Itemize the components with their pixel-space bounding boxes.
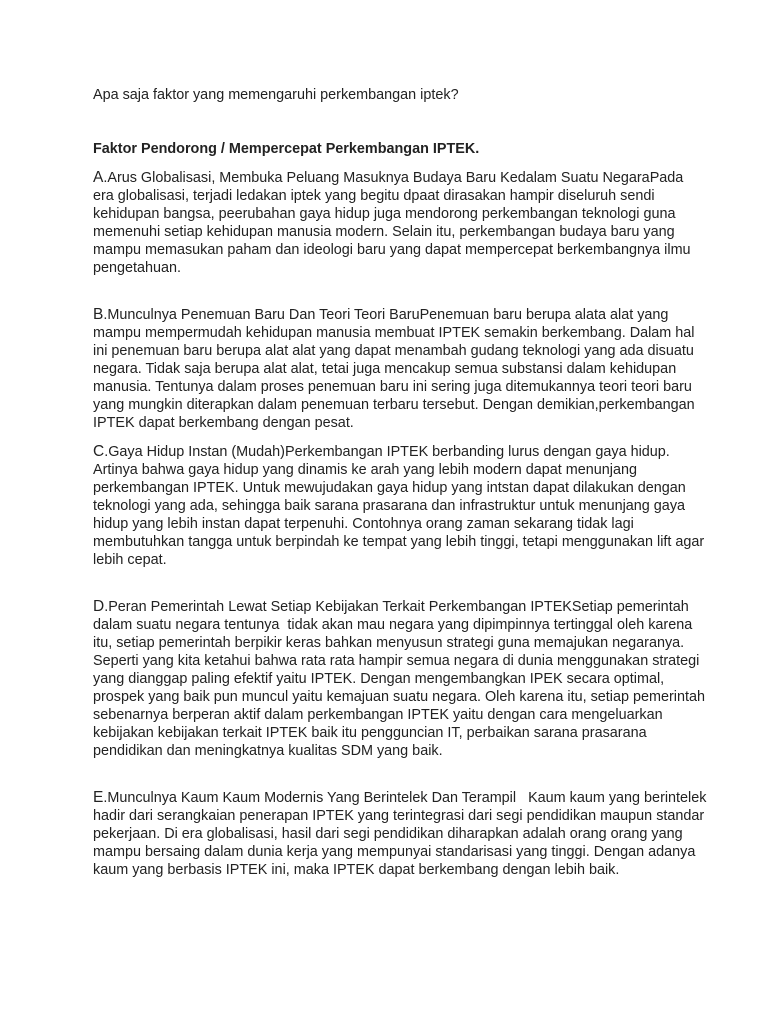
factor-letter: C (93, 443, 105, 460)
factor-letter: E (93, 789, 104, 806)
factor-paragraph-a (93, 169, 708, 277)
factor-paragraph-b (93, 306, 708, 432)
factor-letter: B (93, 306, 104, 323)
factor-text: .Peran Pemerintah Lewat Setiap Kebijakan Terkait Perkembangan IPTEKSetiap pemerintah dalam suatu negara tentunya tidak akan mau negara yang dipimpinnya tertinggal oleh karena itu, setiap pemerintah berpikir keras bahkan menyusun strategi guna memajukan negaranya. Seperti yang kita ketahui bahwa rata rata hampir semua negara di dunia menggunakan strategi yang dianggap paling efektif yaitu IPTEK. Dengan mengembangkan IPEK secara optimal, prospek yang baik pun muncul yaitu kemajuan suatu negara. Oleh karena itu, setiap pemerintah sebenarnya berperan aktif dalam perkembangan IPTEK yaitu dengan cara mengeluarkan kebijakan kebijakan terkait IPTEK baik itu pengguncian IT, perbaikan sarana prasarana pendidikan dan meningkatnya kualitas SDM yang baik. (93, 599, 709, 759)
section-heading: Faktor Pendorong / Mempercepat Perkembangan IPTEK. (93, 141, 480, 157)
factor-text: .Gaya Hidup Instan (Mudah)Perkembangan IPTEK berbanding lurus dengan gaya hidup. Artinya bahwa gaya hidup yang dinamis ke arah yang lebih modern dapat menunjang perkembangan IPTEK. Untuk mewujudakan gaya hidup yang intstan dapat dilakukan dengan teknologi yang ada, sehingga baik sarana prasarana dan infrastruktur untuk menunjang gaya hidup yang lebih instan dapat terpenuhi. Contohnya orang zaman sekarang tidak lagi membutuhkan tangga untuk berpindah ke tempat yang lebih tinggi, tetapi menggunakan lift agar lebih cepat. (93, 444, 709, 568)
factor-letter: D (93, 598, 105, 615)
factor-letter: A (93, 169, 104, 186)
factor-paragraph-e (93, 789, 711, 879)
factor-text: .Munculnya Penemuan Baru Dan Teori Teori BaruPenemuan baru berupa alata alat yang mampu mempermudah kehidupan manusia membuat IPTEK semakin berkembang. Dalam hal ini penemuan baru berupa alat alat yang dapat menambah gudang teknologi yang ada disuatu negara. Tidak saja berupa alat alat, tetai juga mencakup semua substansi dalam kehidupan manusia. Tentunya dalam proses penemuan baru ini sering juga ditemukannya teori teori baru yang mungkin diterapkan dalam penemuan terbaru tersebut. Dengan demikian,perkembangan IPTEK dapat berkembang dengan pesat. (93, 307, 699, 431)
factor-paragraph-d (93, 598, 708, 760)
question-text: Apa saja faktor yang memengaruhi perkembangan iptek? (93, 87, 459, 103)
factor-paragraph-c (93, 443, 708, 569)
factor-text: .Arus Globalisasi, Membuka Peluang Masuknya Budaya Baru Kedalam Suatu NegaraPada era globalisasi, terjadi ledakan iptek yang begitu dpaat dirasakan hampir diseluruh sendi kehidupan bangsa, peerubahan gaya hidup juga mendorong perkembangan teknologi guna memenuhi setiap kehidupan manusia modern. Selain itu, perkembangan budaya baru yang mampu memasukan paham dan ideologi baru yang dapat mempercepat berkembangnya ilmu pengetahuan. (93, 170, 695, 276)
factor-text: .Munculnya Kaum Kaum Modernis Yang Berintelek Dan Terampil Kaum kaum yang berintelek hadir dari serangkaian penerapan IPTEK yang terintegrasi dari segi pendidikan maupun standar pekerjaan. Di era globalisasi, hasil dari segi pendidikan diharapkan adalah orang orang yang mampu bersaing dalam dunia kerja yang mempunyai standarisasi yang tinggi. Dengan adanya kaum yang berbasis IPTEK ini, maka IPTEK dapat berkembang dengan lebih baik. (93, 790, 711, 878)
